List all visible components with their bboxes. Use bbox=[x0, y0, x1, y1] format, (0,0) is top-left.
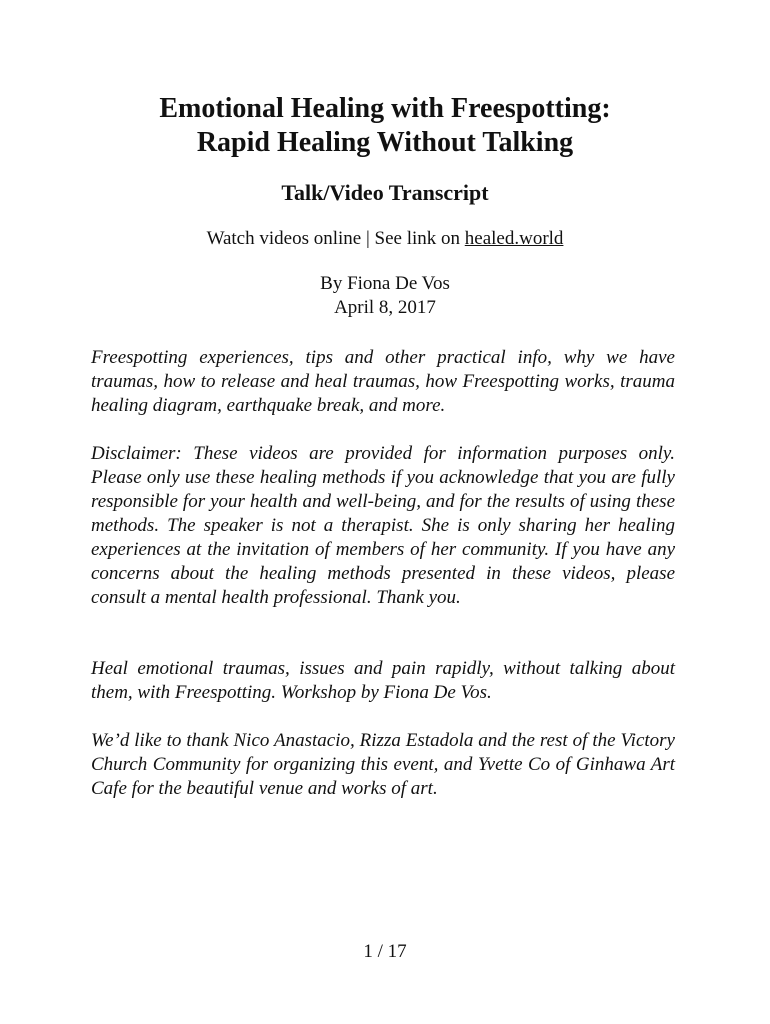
page-number: 1 / 17 bbox=[363, 941, 407, 962]
title-line-2: Rapid Healing Without Talking bbox=[196, 127, 574, 158]
title-line-1: Emotional Healing with Freespotting: bbox=[159, 93, 611, 124]
healed-world-link[interactable]: healed.world bbox=[464, 228, 564, 249]
workshop-paragraph: Heal emotional traumas, issues and pain rapidly, without talking about them, with Freespotting. Workshop by Fiona De Vos. bbox=[91, 658, 675, 703]
disclaimer-paragraph: Disclaimer: These videos are provided for information purposes only. Please only use these healing methods if you acknowledge that you are fully responsible for your health and well-being, and for the results of using these methods. The speaker is not a therapist. She is only sharing her healing experiences at the invitation of members of her community. If you have any concerns about the healing methods presented in these videos, please consult a mental health professional. Thank you. bbox=[91, 443, 675, 608]
summary-paragraph: Freespotting experiences, tips and other practical info, why we have traumas, how to release and heal traumas, how Freespotting works, trauma healing diagram, earthquake break, and more. bbox=[91, 347, 675, 416]
byline bbox=[0, 272, 770, 320]
watch-videos-line bbox=[0, 227, 770, 251]
author-name: By Fiona De Vos bbox=[320, 273, 450, 294]
document-title bbox=[0, 92, 770, 160]
publication-date: April 8, 2017 bbox=[334, 297, 436, 318]
watch-videos-text: Watch videos online | See link on bbox=[206, 228, 465, 249]
document-subtitle: Talk/Video Transcript bbox=[281, 180, 489, 205]
acknowledgements-paragraph: We’d like to thank Nico Anastacio, Rizza Estadola and the rest of the Victory Church Community for organizing this event, and Yvette Co of Ginhawa Art Cafe for the beautiful venue and works of art. bbox=[91, 730, 675, 799]
